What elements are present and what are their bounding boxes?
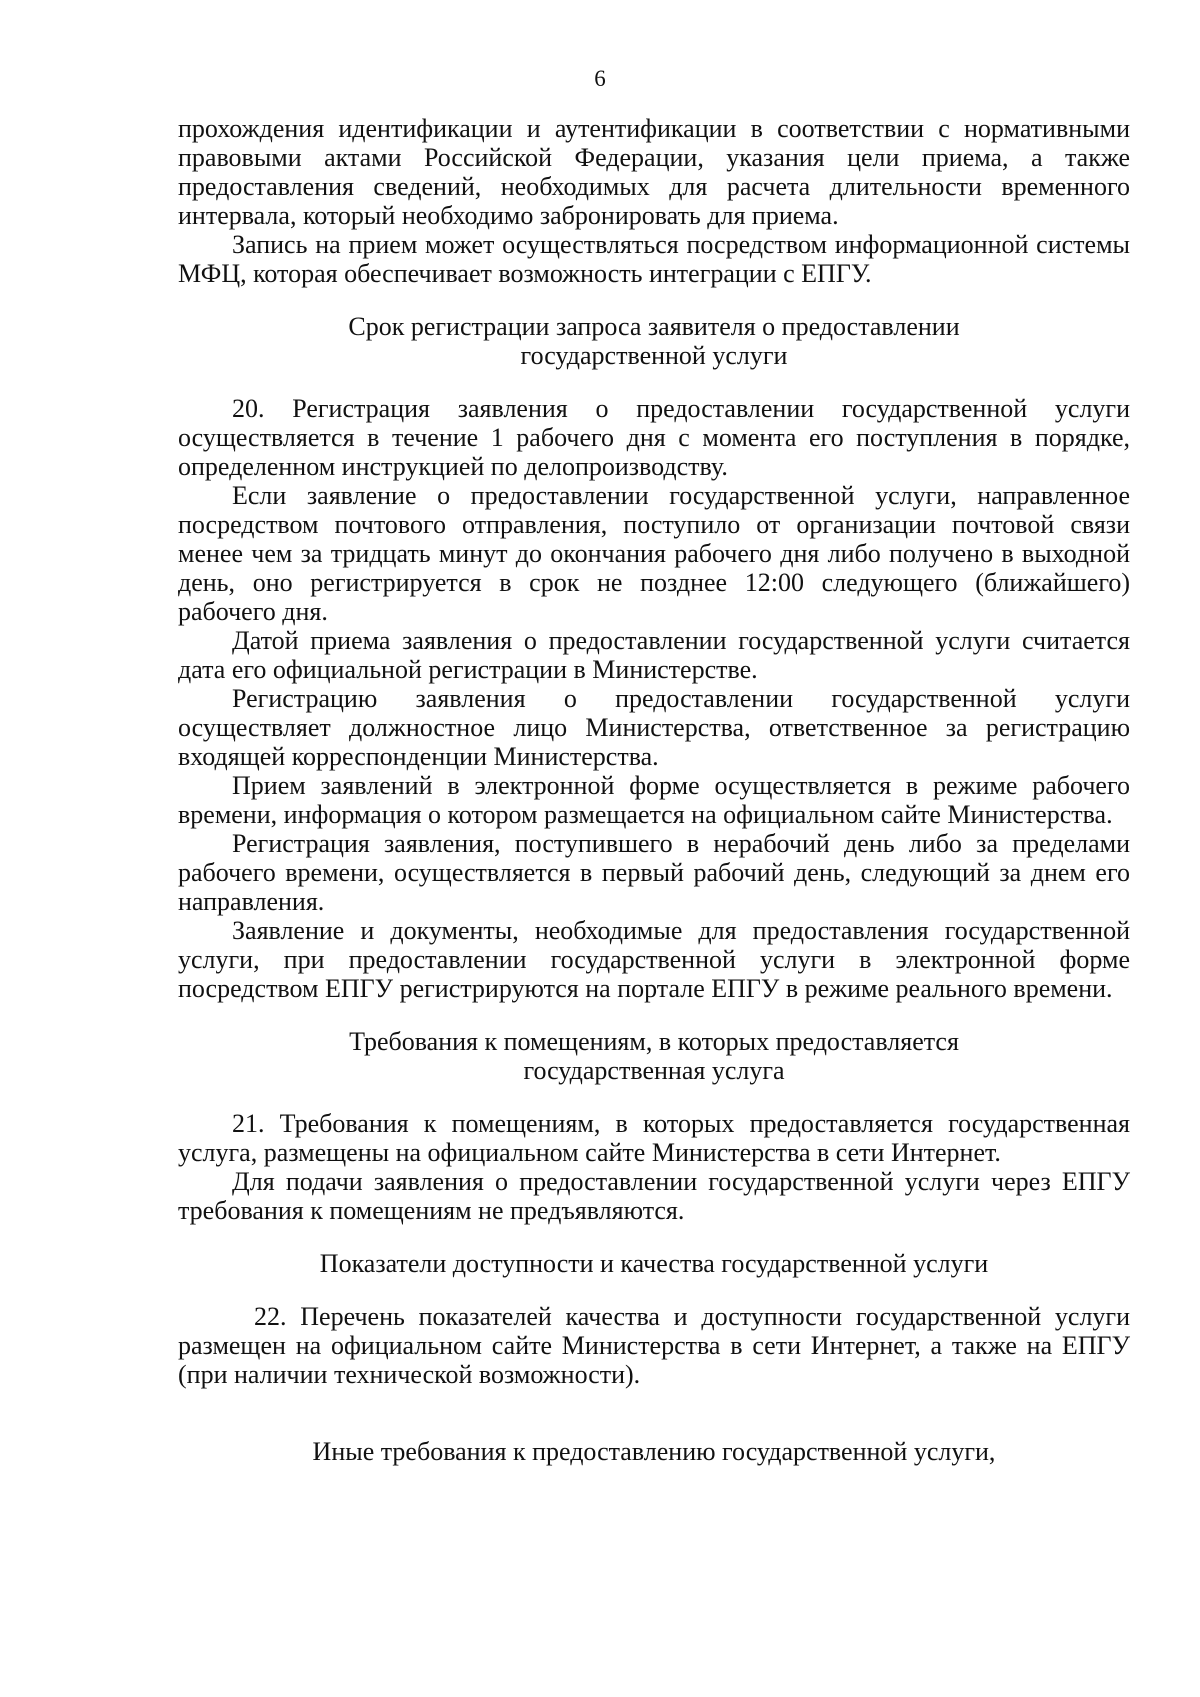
paragraph-item-20: 20. Регистрация заявления о предоставлении государственной услуги осуществляется в течение 1 рабочего дня с момента его поступления в порядке, определенном инструкцией по делопроизводству. <box>178 394 1130 481</box>
paragraph-item-22: 22. Перечень показателей качества и доступности государственной услуги размещен на официальном сайте Министерства в сети Интернет, а также на ЕПГУ (при наличии технической возможности). <box>178 1302 1130 1389</box>
paragraph-item-21: 21. Требования к помещениям, в которых предоставляется государственная услуга, размещены на официальном сайте Министерства в сети Интернет. <box>178 1109 1130 1167</box>
section-heading-quality: Показатели доступности и качества государственной услуги <box>319 1249 989 1278</box>
heading-line: государственная услуга <box>523 1056 785 1085</box>
paragraph-continuation: прохождения идентификации и аутентификации в соответствии с нормативными правовыми актами Российской Федерации, указания цели приема, а также предоставления сведений, необходимых для расчета длительности временного интервала, который необходимо забронировать для приема. <box>178 114 1130 230</box>
paragraph-acceptance-date: Датой приема заявления о предоставлении государственной услуги считается дата его официальной регистрации в Министерстве. <box>178 626 1130 684</box>
section-heading-other: Иные требования к предоставлению государственной услуги, <box>312 1437 996 1466</box>
paragraph-postal: Если заявление о предоставлении государственной услуги, направленное посредством почтового отправления, поступило от организации почтовой связи менее чем за тридцать минут до окончания рабочего дня либо получено в выходной день, оно регистрируется в срок не позднее 12:00 следующего (ближайшего) рабочего дня. <box>178 481 1130 626</box>
paragraph-electronic-form: Прием заявлений в электронной форме осуществляется в режиме рабочего времени, информация о котором размещается на официальном сайте Министерства. <box>178 771 1130 829</box>
document-body <box>178 114 1130 1466</box>
paragraph-epgu-premises: Для подачи заявления о предоставлении государственной услуги через ЕПГУ требования к помещениям не предъявляются. <box>178 1167 1130 1225</box>
section-heading-premises <box>178 1027 1130 1085</box>
heading-line: государственной услуги <box>520 341 788 370</box>
paragraph-non-working-day: Регистрация заявления, поступившего в нерабочий день либо за пределами рабочего времени, осуществляется в первый рабочий день, следующий за днем его направления. <box>178 829 1130 916</box>
heading-line: Срок регистрации запроса заявителя о предоставлении <box>348 312 960 341</box>
page-number: 6 <box>594 66 606 91</box>
paragraph-mfc-booking: Запись на прием может осуществляться посредством информационной системы МФЦ, которая обеспечивает возможность интеграции с ЕПГУ. <box>178 230 1130 288</box>
section-heading-registration <box>178 312 1130 370</box>
paragraph-responsible-official: Регистрацию заявления о предоставлении государственной услуги осуществляет должностное лицо Министерства, ответственное за регистрацию входящей корреспонденции Министерства. <box>178 684 1130 771</box>
paragraph-epgu-registration: Заявление и документы, необходимые для предоставления государственной услуги, при предоставлении государственной услуги в электронной форме посредством ЕПГУ регистрируются на портале ЕПГУ в режиме реального времени. <box>178 916 1130 1003</box>
heading-line: Требования к помещениям, в которых предоставляется <box>349 1027 959 1056</box>
